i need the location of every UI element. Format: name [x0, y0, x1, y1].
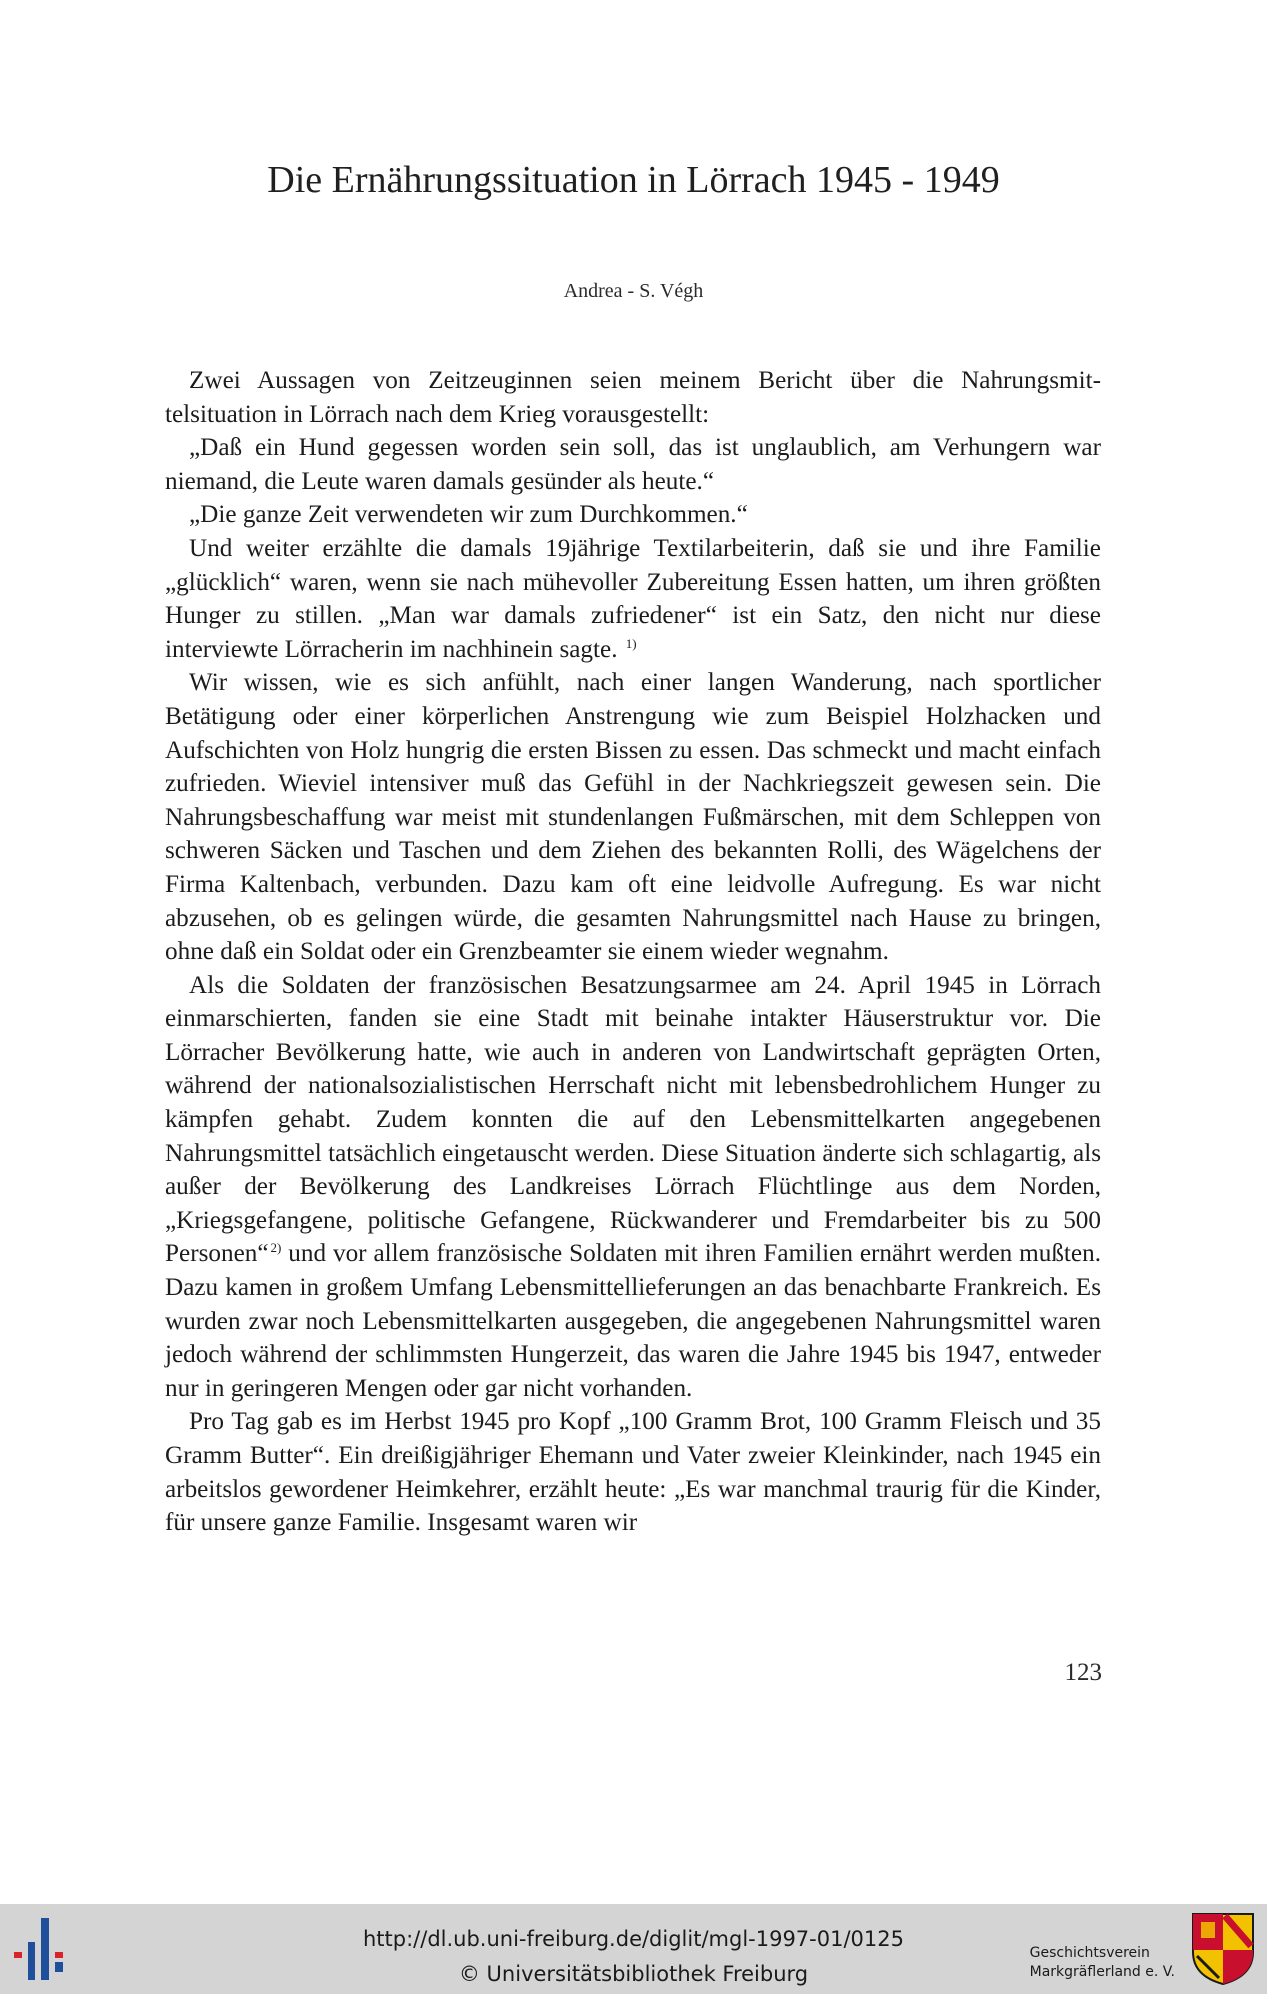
page-title: Die Ernährungssituation in Lörrach 1945 - 1949: [267, 159, 1000, 201]
footer-url-link[interactable]: http://dl.ub.uni-freiburg.de/diglit/mgl-1997-01/0125: [362, 1927, 904, 1951]
coat-of-arms-icon: [1191, 1912, 1255, 1986]
society-line-1: Geschichtsverein: [1029, 1945, 1150, 1961]
page-number: 123: [1064, 1659, 1102, 1686]
paragraph-quote-2: „Die ganze Zeit verwendeten wir zum Durchkommen.“: [189, 501, 748, 529]
paragraph-quote-1: „Daß ein Hund gegessen worden sein soll, das ist unglaublich, am Verhungern war niemand, die Leute waren damals gesünder als heute.“: [165, 434, 1101, 495]
paragraph-wanderung: Wir wissen, wie es sich anfühlt, nach einer langen Wanderung, nach sportlicher Betätigung oder einer körperlichen Anstrengung wie zum Beispiel Holzhacken und Aufschichten von Holz hungrig die ersten Bissen zu essen. Das schmeckt und macht einfach zufrieden. Wieviel intensiver muß das Gefühl in der Nachkriegszeit gewesen sein. Die Nahrungsbeschaffung war meist mit stundenlangen Fußmärschen, mit dem Schleppen von schweren Säcken und Taschen und dem Ziehen des bekannten Rolli, des Wägelchens der Firma Kaltenbach, verbunden. Dazu kam oft eine leidvolle Aufregung. Es war nicht abzusehen, ob es gelingen würde, die gesamten Nahrungsmittel nach Hause zu bringen, ohne daß ein Soldat oder ein Grenzbeamter sie einem wieder wegnahm.: [165, 669, 1101, 966]
paragraph-text-continued: und vor allem französische Soldaten mit ihren Familien ernährt werden mußten. Dazu kamen in großem Umfang Lebensmittellieferungen an das benachbarte Frankreich. Es wurden zwar noch Lebensmittelkarten ausgegeben, die angegebenen Nahrungsmittel waren jedoch während der schlimmsten Hungerzeit, das waren die Jahre 1945 bis 1947, entweder nur in geringeren Mengen oder gar nicht vorhanden.: [165, 1240, 1101, 1402]
paragraph-besatzung: [165, 969, 1101, 1406]
article-body: [165, 364, 1101, 1540]
paragraph-textilarbeiterin: [165, 532, 1101, 666]
paragraph-text: Als die Soldaten der französischen Besatzungsarmee am 24. April 1945 in Lörrach einmarschierten, fanden sie eine Stadt mit beinahe intakter Häuserstruktur vor. Die Lörracher Bevölkerung hatte, wie auch in anderen von Landwirtschaft geprägten Orten, während der nationalsozialistischen Herrschaft nicht mit lebensbedrohlichem Hunger zu kämpfen gehabt. Zudem konnten die auf den Lebensmittelkarten angegebenen Nahrungsmittel tatsächlich eingetauscht werden. Diese Situation änderte sich schlagartig, als außer der Bevölkerung des Landkreises Lörrach Flüchtlinge aus dem Norden, „Kriegsgefangene, politische Gefangene, Rückwanderer und Fremdarbeiter bis zu 500 Personen“: [165, 971, 1101, 1268]
paragraph-herbst-1945: Pro Tag gab es im Herbst 1945 pro Kopf „100 Gramm Brot, 100 Gramm Fleisch und 35 Gramm Butter“. Ein dreißigjähriger Ehemann und Vater zweier Kleinkinder, nach 1945 ein arbeitslos gewordener Heimkehrer, erzählt heute: „Es war manchmal traurig für die Kinder, für unsere ganze Familie. Insgesamt waren wir: [165, 1408, 1101, 1537]
paragraph-text: Und weiter erzählte die damals 19jährige Textilarbeiterin, daß sie und ihre Familie „glücklich“ waren, wenn sie nach mühevoller Zubereitung Essen hatten, um ihren größten Hunger zu stillen. „Man war damals zufriedener“ ist ein Satz, den nicht nur diese interviewte Lörracherin im nachhinein sagte.: [165, 534, 1101, 663]
paragraph-intro: Zwei Aussagen von Zeitzeuginnen seien meinem Bericht über die Nahrungsmittelsituation in Lörrach nach dem Krieg vorausgestellt:: [165, 367, 1101, 428]
society-line-2: Markgräflerland e. V.: [1029, 1964, 1175, 1980]
footer-bar: [0, 1904, 1267, 1994]
author-line: Andrea - S. Végh: [563, 280, 704, 302]
footnote-ref-1: 1): [625, 635, 637, 651]
footer-copyright: © Universitätsbibliothek Freiburg: [458, 1962, 809, 1986]
footer-society-name: [1030, 1944, 1175, 1982]
footnote-ref-2: 2): [270, 1240, 282, 1256]
